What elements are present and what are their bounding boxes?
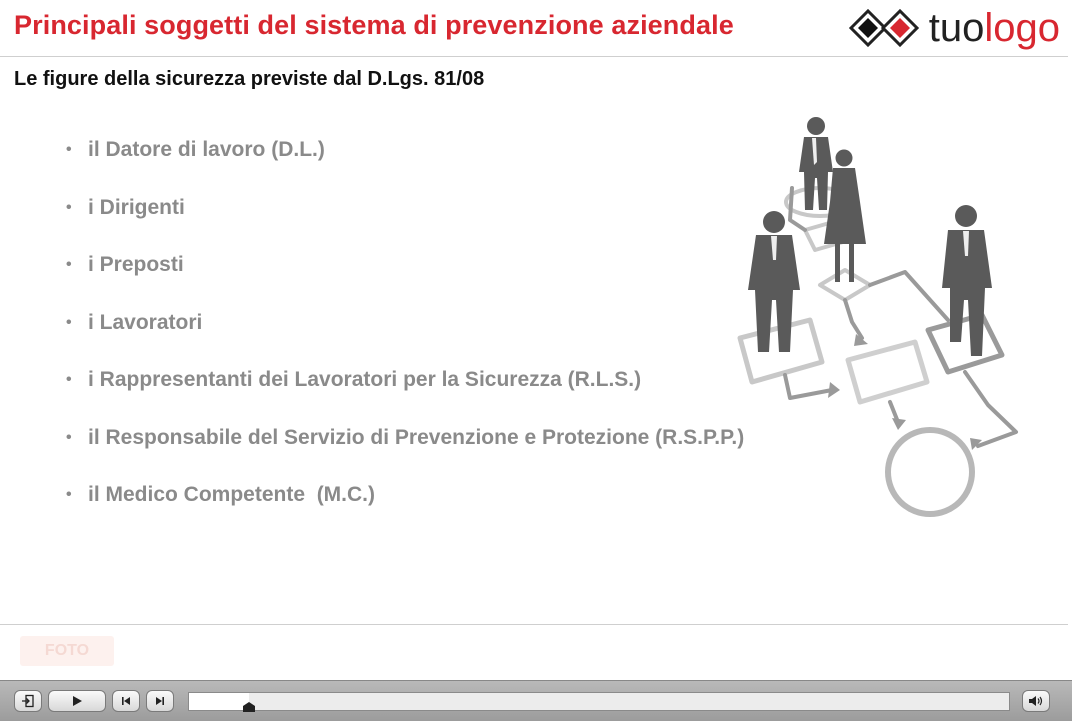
volume-button[interactable] (1022, 690, 1050, 712)
logo-text-part2: logo (984, 6, 1060, 50)
player-controls (0, 680, 1072, 721)
header-divider (0, 56, 1068, 57)
play-button[interactable] (48, 690, 106, 712)
list-item-text: i Rappresentanti dei Lavoratori per la Sicurezza (R.L.S.) (88, 368, 642, 391)
list-item (66, 309, 744, 367)
list-item-text: i Lavoratori (88, 310, 203, 334)
list-item (66, 481, 744, 539)
next-button[interactable] (146, 690, 174, 712)
list-item-text: il Datore di lavoro (D.L.) (88, 138, 325, 161)
speaker-icon (1028, 694, 1044, 708)
list-item-text: il Medico Competente (M.C.) (88, 483, 376, 506)
progress-fill (189, 693, 249, 710)
list-item (66, 194, 744, 252)
exit-icon (21, 694, 35, 708)
list-item-text: i Preposti (88, 253, 184, 276)
list-item-text: i Dirigenti (88, 195, 185, 219)
bullet-marker: • (66, 486, 72, 503)
list-item-text: il Responsabile del Servizio di Prevenzione e Protezione (R.S.P.P.) (88, 425, 745, 449)
slide-title: Principali soggetti del sistema di prevenzione aziendale (14, 10, 734, 40)
skip-back-icon (119, 694, 133, 708)
list-item (66, 424, 744, 482)
diamond-pair-icon (849, 8, 921, 48)
progress-bar[interactable] (188, 692, 1010, 711)
bullet-marker: • (66, 256, 72, 273)
bullet-list (66, 136, 744, 539)
logo-text-part1: tuo (928, 6, 985, 50)
company-logo (849, 4, 1060, 52)
list-item (66, 136, 744, 194)
list-item (66, 251, 744, 309)
photo-badge: FOTO (20, 636, 114, 666)
business-people-flowchart-illustration (720, 110, 1030, 530)
exit-button[interactable] (14, 690, 42, 712)
bullet-marker: • (66, 313, 72, 331)
play-icon (70, 694, 84, 708)
bullet-marker: • (66, 371, 72, 388)
progress-handle[interactable] (243, 702, 255, 712)
slide-subtitle: Le figure della sicurezza previste dal D.Lgs. 81/08 (14, 68, 485, 90)
footer-divider (0, 624, 1068, 625)
list-item (66, 366, 744, 424)
bullet-marker: • (66, 141, 72, 158)
skip-forward-icon (153, 694, 167, 708)
bullet-marker: • (66, 198, 72, 216)
logo-text (929, 6, 1060, 50)
bullet-marker: • (66, 428, 72, 446)
previous-button[interactable] (112, 690, 140, 712)
